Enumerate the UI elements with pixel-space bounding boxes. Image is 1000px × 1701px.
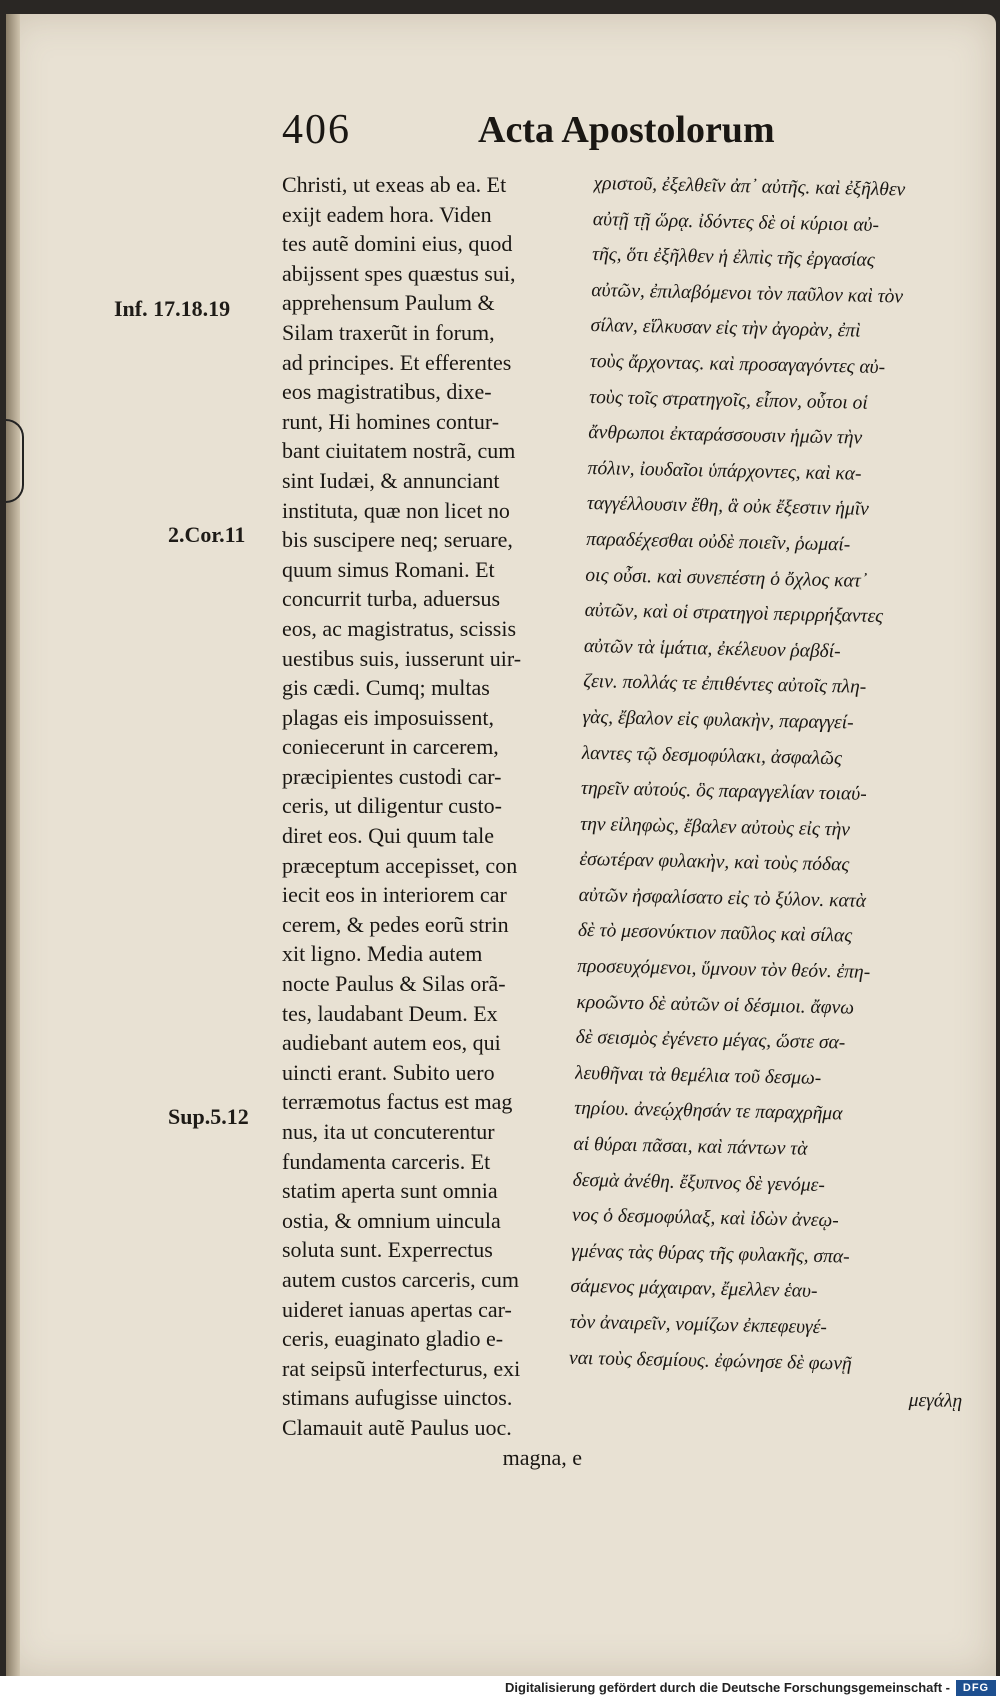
latin-line: tes, laudabant Deum. Ex [282,1000,498,1026]
latin-line: sint Iudæi, & annunciant [282,467,500,493]
latin-line: autem custos carceris, cum [282,1266,520,1292]
greek-line: οις οὖσι. καὶ συνεπέστη ὁ ὄχλος κατ᾽ [585,564,868,592]
latin-line: audiebant autem eos, qui [282,1030,501,1056]
greek-line: κροῶντο δὲ αὐτῶν οἱ δέσμιοι. ἄφνω [576,991,855,1019]
latin-line: præcipientes custodi car- [282,763,502,789]
greek-line: αὐτῶν ἠσφαλίσατο εἰς τὸ ξύλον. κατὰ [578,884,867,912]
greek-line: τῆς, ὅτι ἐξῆλθεν ἡ ἐλπὶς τῆς ἐργασίας [591,244,875,272]
greek-line: γμένας τὰς θύρας τῆς φυλακῆς, σπα- [571,1240,850,1268]
greek-line: αὐτῶν τὰ ἱμάτια, ἐκέλευον ῥαβδί- [583,635,841,662]
latin-line: rat seipsũ interfecturus, exi [282,1355,521,1381]
latin-line: bant ciuitatem nostrã, cum [282,438,516,464]
greek-line: ἐσωτέραν φυλακὴν, καὶ τοὺς πόδας [579,849,850,876]
latin-column [282,170,582,1472]
latin-line: instituta, quæ non licet no [282,497,510,523]
latin-line: Silam traxerũt in forum, [282,319,495,345]
latin-line: bis suscipere neq; seruare, [282,527,513,553]
latin-line: fundamenta carceris. Et [282,1148,491,1174]
greek-catchword: μεγάλῃ [908,1390,963,1413]
greek-line: λαντες τῷ δεσμοφύλακι, ἀσφαλῶς [581,742,843,769]
greek-line: αἱ θύραι πᾶσαι, καὶ πάντων τὰ [573,1133,808,1160]
latin-line: præceptum accepisset, con [282,852,518,878]
latin-line: runt, Hi homines contur- [282,408,500,434]
latin-catchword: magna, e [502,1444,582,1470]
latin-line: Clamauit autẽ Paulus uoc. [282,1414,512,1440]
greek-line: δὲ σεισμὸς ἐγένετο μέγας, ὥστε σα- [575,1027,846,1054]
greek-line: τὸν ἀναιρεῖν, νομίζων ἐκπεφευγέ- [569,1311,828,1339]
greek-line: την εἰληφὼς, ἔβαλεν αὐτοὺς εἰς τὴν [579,813,851,841]
margin-note: 2.Cor.11 [168,522,246,547]
greek-line: δεσμὰ ἀνέθη. ἔξυπνος δὲ γενόμε- [572,1169,826,1196]
running-title: Acta Apostolorum [478,109,775,151]
latin-line: stimans aufugisse uinctos. [282,1385,513,1411]
margin-note: Sup.5.12 [168,1104,249,1129]
dfg-logo: DFG [956,1680,996,1696]
latin-line: xit ligno. Media autem [282,941,483,967]
greek-line: παραδέχεσθαι οὐδὲ ποιεῖν, ῥωμαί- [585,528,851,556]
latin-line: nus, ita ut concuterentur [282,1119,495,1144]
latin-line: ceris, euaginato gladio e- [282,1326,504,1352]
latin-line: terræmotus factus est mag [282,1089,513,1115]
footer-credit: Digitalisierung gefördert durch die Deutsche Forschungsgemeinschaft - [505,1680,950,1695]
latin-line: tes autẽ domini eius, quod [282,231,513,257]
latin-line: eos, ac magistratus, scissis [282,615,517,641]
greek-line: χριστοῦ, ἐξελθεῖν ἀπ᾽ αὐτῆς. καὶ ἐξῆλθεν [593,172,906,201]
greek-line: ζειν. πολλάς τε ἐπιθέντες αὐτοῖς πλη- [582,671,867,699]
greek-line: ταγγέλλουσιν ἔθη, ἃ οὐκ ἔξεστιν ἡμῖν [586,493,870,521]
latin-line: plagas eis imposuissent, [282,704,495,730]
binding-mark [6,419,24,503]
latin-line: cerem, & pedes eorũ strin [282,911,509,937]
latin-line: statim aperta sunt omnia [282,1178,498,1204]
greek-line: προσευχόμενοι, ὕμνουν τὸν θεόν. ἐπη- [577,955,871,984]
greek-line: ναι τοὺς δεσμίους. ἐφώνησε δὲ φωνῇ [568,1347,852,1375]
latin-line: ostia, & omnium uincula [282,1207,501,1233]
latin-line: gis cædi. Cumq; multas [282,675,490,701]
greek-line: ἄνθρωποι ἐκταράσσουσιν ἡμῶν τὴν [588,422,863,449]
margin-note: Inf. 17.18.19 [114,296,231,321]
greek-line: τοὺς τοῖς στρατηγοῖς, εἶπον, οὗτοι οἱ [588,386,869,414]
greek-line: αὐτῇ τῇ ὥρᾳ. ἰδόντες δὲ οἱ κύριοι αὐ- [592,208,880,236]
latin-line: nocte Paulus & Silas orã- [282,971,506,997]
latin-line: ceris, ut diligentur custo- [282,793,502,819]
greek-column [568,166,988,1420]
latin-line: coniecerunt in carcerem, [282,734,499,760]
greek-line: τηρεῖν αὐτούς. ὃς παραγγελίαν τοιαύ- [580,777,867,805]
greek-line: λευθῆναι τὰ θεμέλια τοῦ δεσμω- [574,1062,822,1089]
latin-line: soluta sunt. Experrectus [282,1237,493,1263]
latin-line: ad principes. Et efferentes [282,349,512,375]
greek-line: τοὺς ἄρχοντας. καὶ προσαγαγόντες αὐ- [589,350,886,379]
greek-line: νος ὁ δεσμοφύλαξ, καὶ ἰδὼν ἀνεῳ- [571,1204,839,1232]
latin-line: abijssent spes quæstus sui, [282,260,516,286]
latin-line: concurrit turba, aduersus [282,586,501,612]
page-number: 406 [282,107,351,153]
latin-line: Christi, ut exeas ab ea. Et [282,172,507,197]
greek-line: σάμενος μάχαιραν, ἔμελλεν ἑαυ- [570,1276,818,1303]
greek-line: δὲ τὸ μεσονύκτιον παῦλος καὶ σίλας [577,920,853,948]
latin-line: iecit eos in interiorem car [282,882,507,908]
greek-line: γὰς, ἔβαλον εἰς φυλακὴν, παραγγεί- [582,706,854,734]
latin-line: uincti erant. Subito uero [282,1059,495,1085]
greek-line: πόλιν, ἰουδαῖοι ὑπάρχοντες, καὶ κα- [587,457,862,485]
greek-line: σίλαν, εἵλκυσαν εἰς τὴν ἀγορὰν, ἐπὶ [590,315,861,342]
greek-line: αὐτῶν, ἐπιλαβόμενοι τὸν παῦλον καὶ τὸν [591,279,904,308]
book-page [6,14,996,1676]
page-header [282,106,802,166]
latin-line: diret eos. Qui quum tale [282,823,495,849]
latin-line: apprehensum Paulum & [282,290,495,316]
latin-line: quum simus Romani. Et [282,556,495,582]
digitization-footer [0,1676,1000,1701]
page-edge [6,14,20,1676]
latin-line: eos magistratibus, dixe- [282,379,492,405]
greek-line: τηρίου. ἀνεῴχθησάν τε παραχρῆμα [574,1098,843,1125]
greek-line: αὐτῶν, καὶ οἱ στρατηγοὶ περιρρήξαντες [584,600,884,628]
latin-line: exijt eadem hora. Viden [282,201,492,227]
latin-line: uideret ianuas apertas car- [282,1296,512,1322]
latin-line: uestibus suis, iusserunt uir- [282,645,522,671]
